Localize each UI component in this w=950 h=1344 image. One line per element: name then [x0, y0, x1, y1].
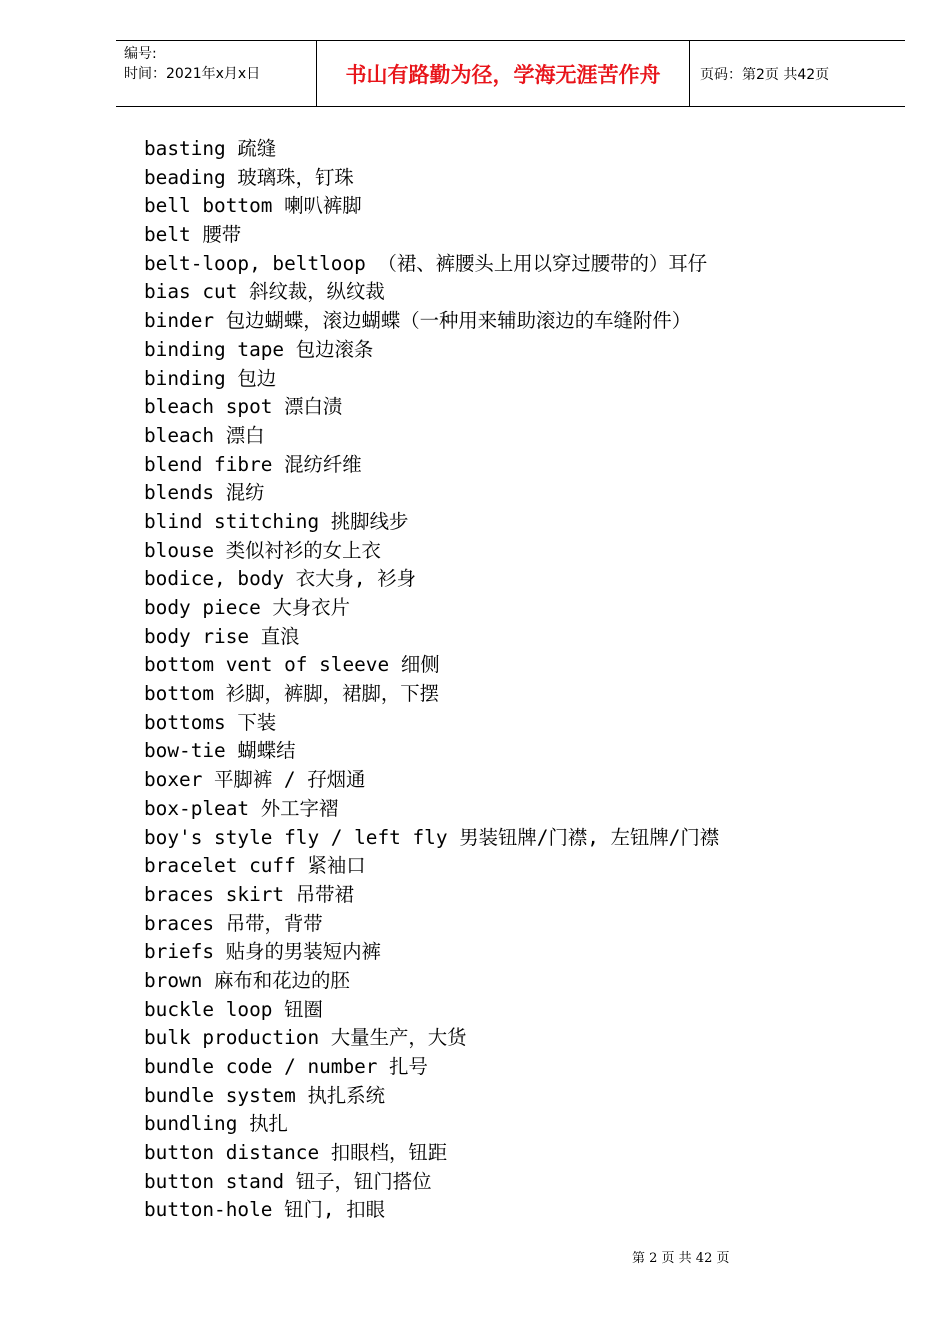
glossary-entry: bell bottom 喇叭裤脚 [144, 194, 362, 218]
glossary-entry: belt 腰带 [144, 223, 242, 247]
glossary-entry: body rise 直浪 [144, 624, 300, 648]
page-footer: 第 2 页 共 42 页 [632, 1251, 730, 1266]
glossary-entry: belt-loop, beltloop （裙、裤腰头上用以穿过腰带的）耳仔 [144, 251, 708, 275]
glossary-entry: blend fibre 混纺纤维 [144, 452, 362, 476]
glossary-entry: blouse 类似衬衫的女上衣 [144, 538, 381, 562]
glossary-entry: bottoms 下装 [144, 710, 277, 734]
glossary-entry: bundle system 执扎系统 [144, 1083, 386, 1107]
glossary-entry: bottom 衫脚，裤脚，裙脚，下摆 [144, 682, 440, 706]
glossary-entry: bow-tie 蝴蝶结 [144, 739, 296, 763]
glossary-entry: buckle loop 钮圈 [144, 997, 323, 1021]
glossary-entry: boy's style fly / left fly 男装钮牌/门襟, 左钮牌/门襟 [144, 825, 720, 849]
glossary-entry: binder 包边蝴蝶，滚边蝴蝶（一种用来辅助滚边的车缝附件） [144, 309, 692, 333]
glossary-entry: basting 疏缝 [144, 137, 277, 160]
glossary-entry: beading 玻璃珠，钉珠 [144, 165, 354, 189]
glossary-entry: bleach spot 漂白渍 [144, 395, 343, 419]
glossary-entry: body piece 大身衣片 [144, 596, 350, 619]
glossary-entry: binding tape 包边滚条 [144, 337, 374, 361]
glossary-entry: briefs 贴身的男装短内裤 [144, 940, 381, 964]
time-label: 时间：2021年x月x日 [124, 66, 261, 82]
glossary-entry: bleach 漂白 [144, 423, 265, 447]
header-meta [116, 41, 316, 106]
glossary-entry: brown 麻布和花边的胚 [144, 968, 350, 992]
glossary-entry: binding 包边 [144, 366, 277, 390]
glossary-entry: bundling 执扎 [144, 1112, 288, 1136]
glossary-entry: bodice, body 衣大身, 衫身 [144, 567, 417, 591]
glossary-entry: braces skirt 吊带裙 [144, 882, 354, 906]
glossary-entry: boxer 平脚裤 / 孖烟通 [144, 768, 366, 792]
glossary-entry: bracelet cuff 紧袖口 [144, 854, 366, 878]
glossary-list [144, 135, 719, 1225]
glossary-entry: bundle code / number 扎号 [144, 1055, 428, 1078]
glossary-entry: button distance 扣眼档，钮距 [144, 1141, 448, 1165]
glossary-entry: braces 吊带，背带 [144, 911, 323, 935]
glossary-entry: button stand 钮子，钮门搭位 [144, 1169, 432, 1193]
glossary-entry: blends 混纺 [144, 481, 265, 505]
glossary-entry: box-pleat 外工字褶 [144, 796, 339, 820]
glossary-entry: button-hole 钮门, 扣眼 [144, 1198, 386, 1222]
id-label: 编号: [124, 46, 157, 62]
header-page-info: 页码：第2页 共42页 [700, 66, 830, 83]
glossary-entry: bottom vent of sleeve 细侧 [144, 653, 440, 677]
glossary-entry: blind stitching 挑脚线步 [144, 509, 409, 533]
glossary-entry: bulk production 大量生产，大货 [144, 1026, 467, 1050]
header-motto: 书山有路勤为径，学海无涯苦作舟 [316, 41, 690, 106]
glossary-entry: bias cut 斜纹裁，纵纹裁 [144, 280, 385, 304]
page-header [116, 40, 905, 107]
